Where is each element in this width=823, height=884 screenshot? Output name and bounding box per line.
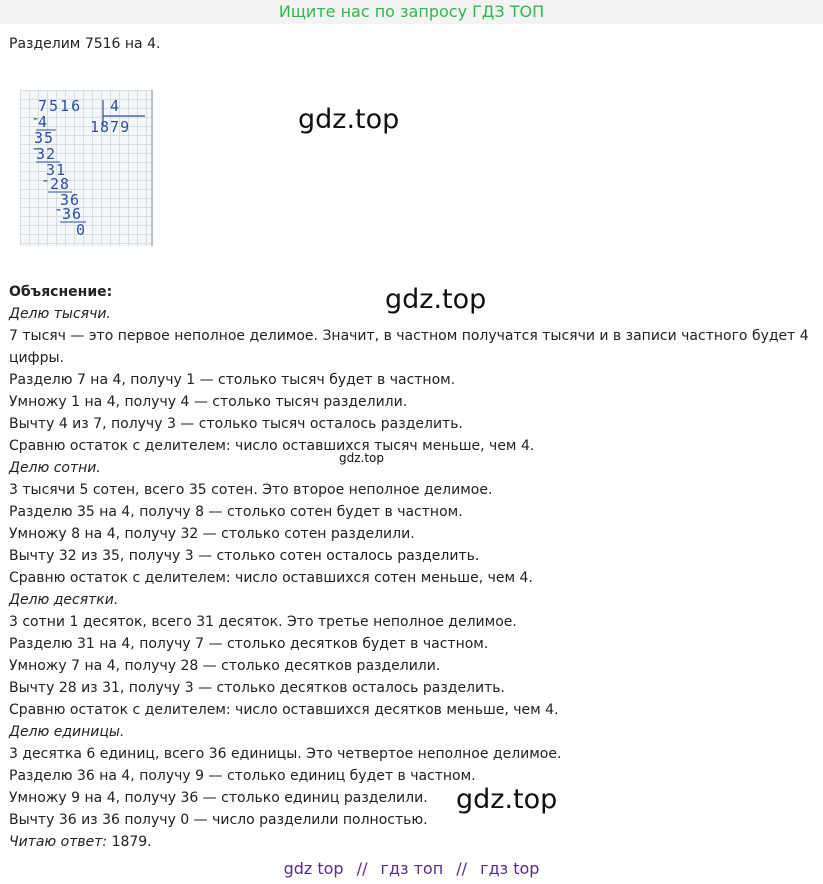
dividend-digits: 7516 bbox=[38, 97, 83, 115]
quotient-digits: 1879 bbox=[90, 118, 131, 136]
explanation-line: 3 десятка 6 единиц, всего 36 единицы. Это четвертое неполное делимое. bbox=[9, 746, 562, 762]
watermark-bottom: gdz.top bbox=[456, 784, 558, 815]
minus-sign: - bbox=[41, 171, 51, 189]
explanation-line: Умножу 1 на 4, получу 4 — столько тысяч разделили. bbox=[9, 394, 408, 410]
watermark-top: gdz.top bbox=[298, 104, 400, 135]
explanation-line: Вычту 36 из 36 получу 0 — число разделили полностью. bbox=[9, 812, 428, 828]
explanation-line: 3 сотни 1 десяток, всего 31 десяток. Это третье неполное делимое. bbox=[9, 614, 517, 630]
banner-text[interactable]: Ищите нас по запросу ГДЗ ТОП bbox=[278, 2, 545, 21]
section-subheading: Делю десятки. bbox=[9, 592, 119, 608]
explanation-line: Сравню остаток с делителем: число оставшихся сотен меньше, чем 4. bbox=[9, 570, 533, 586]
step-8: 0 bbox=[76, 221, 86, 239]
explanation-line: 3 тысячи 5 сотен, всего 35 сотен. Это второе неполное делимое. bbox=[9, 482, 493, 498]
intro-text: Разделим 7516 на 4. bbox=[9, 36, 161, 52]
step-1: 4 bbox=[38, 113, 48, 131]
explanation-heading: Объяснение: bbox=[9, 284, 113, 300]
minus-sign: - bbox=[31, 109, 41, 127]
explanation-line: Вычту 32 из 35, получу 3 — столько сотен осталось разделить. bbox=[9, 548, 480, 564]
footer-links bbox=[0, 858, 823, 880]
explanation-line: Сравню остаток с делителем: число оставшихся десятков меньше, чем 4. bbox=[9, 702, 559, 718]
section-subheading: Делю единицы. bbox=[9, 724, 125, 740]
explanation-lines bbox=[9, 303, 819, 831]
top-banner[interactable] bbox=[0, 0, 823, 24]
step-5: 28 bbox=[50, 175, 71, 193]
watermark-small: gdz.top bbox=[339, 451, 385, 465]
footer-link-gdz-top[interactable]: gdz top bbox=[283, 859, 344, 878]
explanation-line: Разделю 36 на 4, получу 9 — столько единиц будет в частном. bbox=[9, 768, 476, 784]
explanation-section bbox=[9, 281, 819, 853]
answer-label: Читаю ответ: bbox=[9, 834, 108, 850]
long-division-drawing bbox=[20, 90, 153, 246]
explanation-line: Разделю 31 на 4, получу 7 — столько десятков будет в частном. bbox=[9, 636, 489, 652]
watermark-middle: gdz.top bbox=[385, 284, 487, 315]
explanation-line: Разделю 35 на 4, получу 8 — столько сотен будет в частном. bbox=[9, 504, 463, 520]
explanation-line: Умножу 7 на 4, получу 28 — столько десятков разделили. bbox=[9, 658, 441, 674]
section-subheading: Делю тысячи. bbox=[9, 306, 111, 322]
step-4: 31 bbox=[46, 161, 67, 179]
minus-sign: - bbox=[31, 139, 41, 157]
minus-sign: - bbox=[54, 200, 64, 218]
step-3: 32 bbox=[36, 145, 57, 163]
long-division-image bbox=[20, 90, 153, 246]
answer-value: 1879. bbox=[107, 834, 152, 850]
section-subheading: Делю сотни. bbox=[9, 460, 101, 476]
explanation-line: Умножу 8 на 4, получу 32 — столько сотен разделили. bbox=[9, 526, 415, 542]
footer-separator: // bbox=[456, 859, 468, 878]
step-7: 36 bbox=[62, 205, 83, 223]
answer-line bbox=[9, 831, 819, 853]
step-2: 35 bbox=[34, 129, 55, 147]
explanation-line: Вычту 28 из 31, получу 3 — столько десятков осталось разделить. bbox=[9, 680, 505, 696]
explanation-line: Вычту 4 из 7, получу 3 — столько тысяч осталось разделить. bbox=[9, 416, 463, 432]
explanation-line: Сравню остаток с делителем: число оставшихся тысяч меньше, чем 4. bbox=[9, 438, 535, 454]
explanation-line: Умножу 9 на 4, получу 36 — столько единиц разделили. bbox=[9, 790, 428, 806]
footer-link-gdz-top-mixed[interactable]: гдз top bbox=[480, 859, 540, 878]
footer-link-gdz-top-ru[interactable]: гдз топ bbox=[380, 859, 444, 878]
step-6: 36 bbox=[60, 191, 81, 209]
footer-separator: // bbox=[356, 859, 368, 878]
explanation-line: 7 тысяч — это первое неполное делимое. Значит, в частном получатся тысячи и в записи частного будет 4 цифры. bbox=[9, 328, 809, 366]
explanation-line: Разделю 7 на 4, получу 1 — столько тысяч будет в частном. bbox=[9, 372, 456, 388]
divisor-digit: 4 bbox=[110, 97, 120, 115]
